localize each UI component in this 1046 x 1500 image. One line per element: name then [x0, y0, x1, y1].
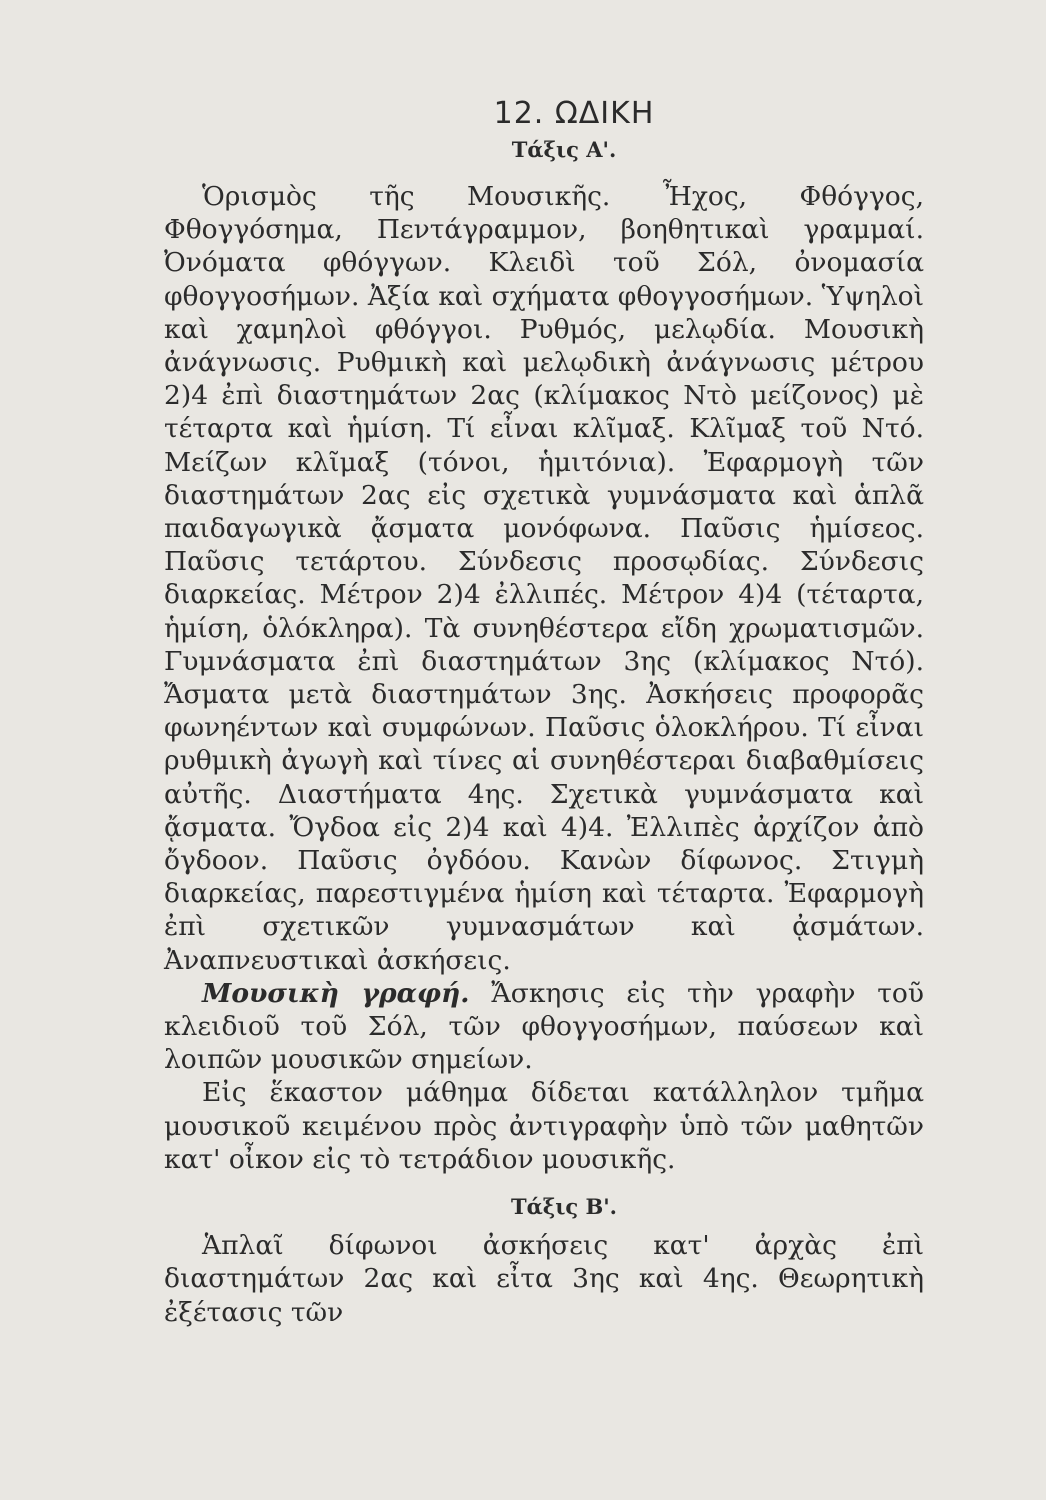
music-writing-label: Μουσικὴ γραφή. — [202, 977, 470, 1009]
chapter-title: 12. ΩΔΙΚΗ — [493, 96, 655, 131]
section-b-paragraph-1: Ἁπλαῖ δίφωνοι ἀσκήσεις κατ' ἀρχὰς ἐπὶ διαστημάτων 2ας καὶ εἶτα 3ης καὶ 4ης. Θεωρητικὴ ἐξέτασις τῶν — [164, 1230, 924, 1328]
section-a-paragraph-3: Εἰς ἕκαστον μάθημα δίδεται κατάλληλον τμῆμα μουσικοῦ κειμένου πρὸς ἀντιγραφὴν ὑπὸ τῶν μαθητῶν κατ' οἶκον εἰς τὸ τετράδιον μουσικῆς. — [164, 1077, 924, 1175]
section-a-paragraph-1: Ὁρισμὸς τῆς Μουσικῆς. Ἦχος, Φθόγγος, Φθογγόσημα, Πεντάγραμμον, βοηθητικαὶ γραμμαί. Ὀνόματα φθόγγων. Κλειδὶ τοῦ Σόλ, ὀνομασία φθογγοσήμων. Ἀξία καὶ σχήματα φθογγοσήμων. Ὑψηλοὶ καὶ χαμηλοὶ φθόγγοι. Ρυθμός, μελῳδία. Μουσικὴ ἀνάγνωσις. Ρυθμικὴ καὶ μελῳδικὴ ἀνάγνωσις μέτρου 2)4 ἐπὶ διαστημάτων 2ας (κλίμακος Ντὸ μείζονος) μὲ τέταρτα καὶ ἡμίση. Τί εἶναι κλῖμαξ. Κλῖμαξ τοῦ Ντό. Μείζων κλῖμαξ (τόνοι, ἡμιτόνια). Ἐφαρμογὴ τῶν διαστημάτων 2ας εἰς σχετικὰ γυμνάσματα καὶ ἁπλᾶ παιδαγωγικὰ ᾄσματα μονόφωνα. Παῦσις ἡμίσεος. Παῦσις τετάρτου. Σύνδεσις προσῳδίας. Σύνδεσις διαρκείας. Μέτρον 2)4 ἐλλιπές. Μέτρον 4)4 (τέταρτα, ἡμίση, ὁλόκληρα). Τὰ συνηθέστερα εἴδη χρωματισμῶν. Γυμνάσματα ἐπὶ διαστημάτων 3ης (κλίμακος Ντό). Ἄσματα μετὰ διαστημάτων 3ης. Ἀσκήσεις προφορᾶς φωνηέντων καὶ συμφώνων. Παῦσις ὁλοκλήρου. Τί εἶναι ρυθμικὴ ἀγωγὴ καὶ τίνες αἱ συνηθέστεραι διαβαθμίσεις αὐτῆς. Διαστήματα 4ης. Σχετικὰ γυμνάσματα καὶ ᾄσματα. Ὄγδοα εἰς 2)4 καὶ 4)4. Ἐλλιπὲς ἀρχίζον ἀπὸ ὄγδοον. Παῦσις ὀγδόου. Κανὼν δίφωνος. Στιγμὴ διαρκείας, παρεστιγμένα ἡμίση καὶ τέταρτα. Ἐφαρμογὴ ἐπὶ σχετικῶν γυμνασμάτων καὶ ᾀσμάτων. Ἀναπνευστικαὶ ἀσκήσεις. — [164, 181, 924, 976]
section-a-heading: Τάξις Α'. — [511, 137, 617, 162]
music-writing-text: Ἄσκησις εἰς τὴν γραφὴν τοῦ κλειδιοῦ τοῦ Σόλ, τῶν φθογγοσήμων, παύσεων καὶ λοιπῶν μουσικῶν σημείων. — [164, 977, 924, 1076]
music-writing-paragraph — [164, 977, 924, 1077]
section-b-heading: Τάξις Β'. — [511, 1194, 617, 1220]
document-page — [164, 96, 924, 1329]
